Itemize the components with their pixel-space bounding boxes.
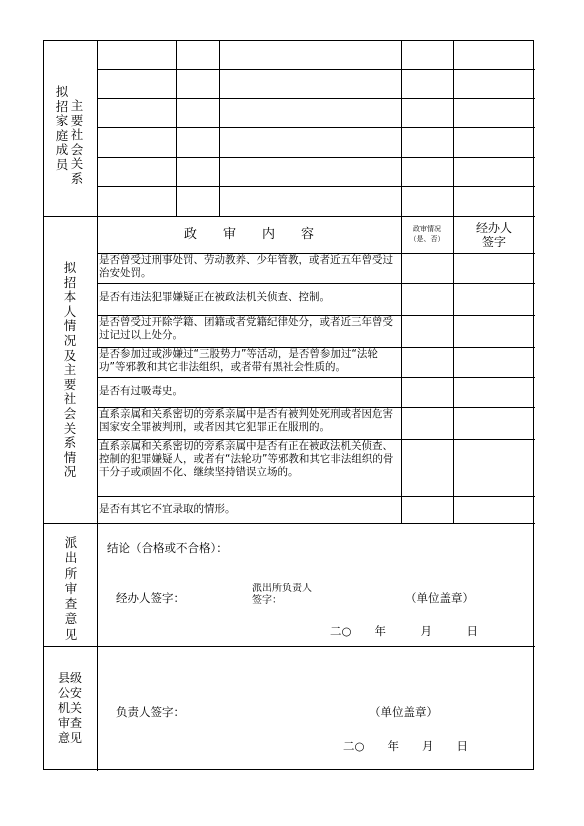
review-item-7: 直系亲属和关系密切的旁系亲属中是否有正在被政法机关侦查、控制的犯罪嫌疑人，或者有“法轮功”等邪教和其它非法组织的骨干分子或顽固不化、继续坚持错误立场的。 [99,440,394,478]
review-handler-header: 经办人 签字 [475,221,512,249]
review-item-6: 直系亲属和关系密切的旁系亲属中是否有被判处死刑或者因危害国家安全罪被判刑，或者因其它犯罪正在服刑的。 [99,408,393,433]
review-row-line [97,377,535,378]
county-seal-label: （单位盖章） [369,705,438,719]
family-col-divider-2 [219,41,220,216]
family-row-line [97,98,535,99]
family-row-line [97,186,535,187]
family-label-col-2: 主 要 社 会 关 系 [70,98,84,186]
family-row-line [97,127,535,128]
family-col-divider-1 [176,41,177,216]
label-column-divider [97,41,98,771]
family-col-divider-4 [453,41,454,216]
station-seal-label: （单位盖章） [405,591,474,605]
review-item-3: 是否曾受过开除学籍、团籍或者党籍纪律处分，或者近三年曾受过记过以上处分。 [99,316,393,341]
family-label-col-1: 拟 招 家 庭 成 员 [55,84,69,172]
section-divider [44,523,535,524]
family-col-divider-3 [401,41,402,216]
review-item-8: 是否有其它不宜录取的情形。 [99,503,236,515]
family-row-line [97,69,535,70]
review-item-5: 是否有过吸毒史。 [99,385,183,397]
review-row-line [97,496,535,497]
station-leader-signature-label: 派出所负责人 签字： [252,583,312,606]
review-label: 拟 招 本 人 情 况 及 主 要 社 会 关 系 情 况 [63,260,77,480]
section-divider [44,216,535,217]
political-review-form [43,40,534,770]
family-row-line [97,157,535,158]
handler-signature-label: 经办人签字： [116,591,185,605]
review-row-line [97,283,535,284]
police-station-label: 派 出 所 审 查 意 见 [64,535,78,642]
station-date: 二○ 年 月 日 [330,624,479,638]
review-item-4: 是否参加过或涉嫌过“三股势力”等活动，是否曾参加过“法轮功”等邪教和其它非法组织，或者带有黑社会性质的。 [99,348,378,373]
review-item-2: 是否有违法犯罪嫌疑正在被政法机关侦查、控制。 [99,291,330,303]
section-divider [44,646,535,647]
review-col-divider-1 [401,216,402,523]
review-item-1: 是否曾受过刑事处罚、劳动教养、少年管教，或者近五年曾受过治安处罚。 [99,254,393,279]
conclusion-label: 结论（合格或不合格）： [107,541,228,555]
county-label: 县级 公安 机关 审查 意见 [57,671,82,745]
review-col-divider-2 [453,216,454,523]
county-date: 二○ 年 月 日 [343,739,469,753]
county-leader-signature-label: 负责人签字： [116,705,185,719]
review-result-header: 政审情况 （是、否） [409,225,445,243]
review-content-header: 政 审 内 容 [183,227,314,242]
